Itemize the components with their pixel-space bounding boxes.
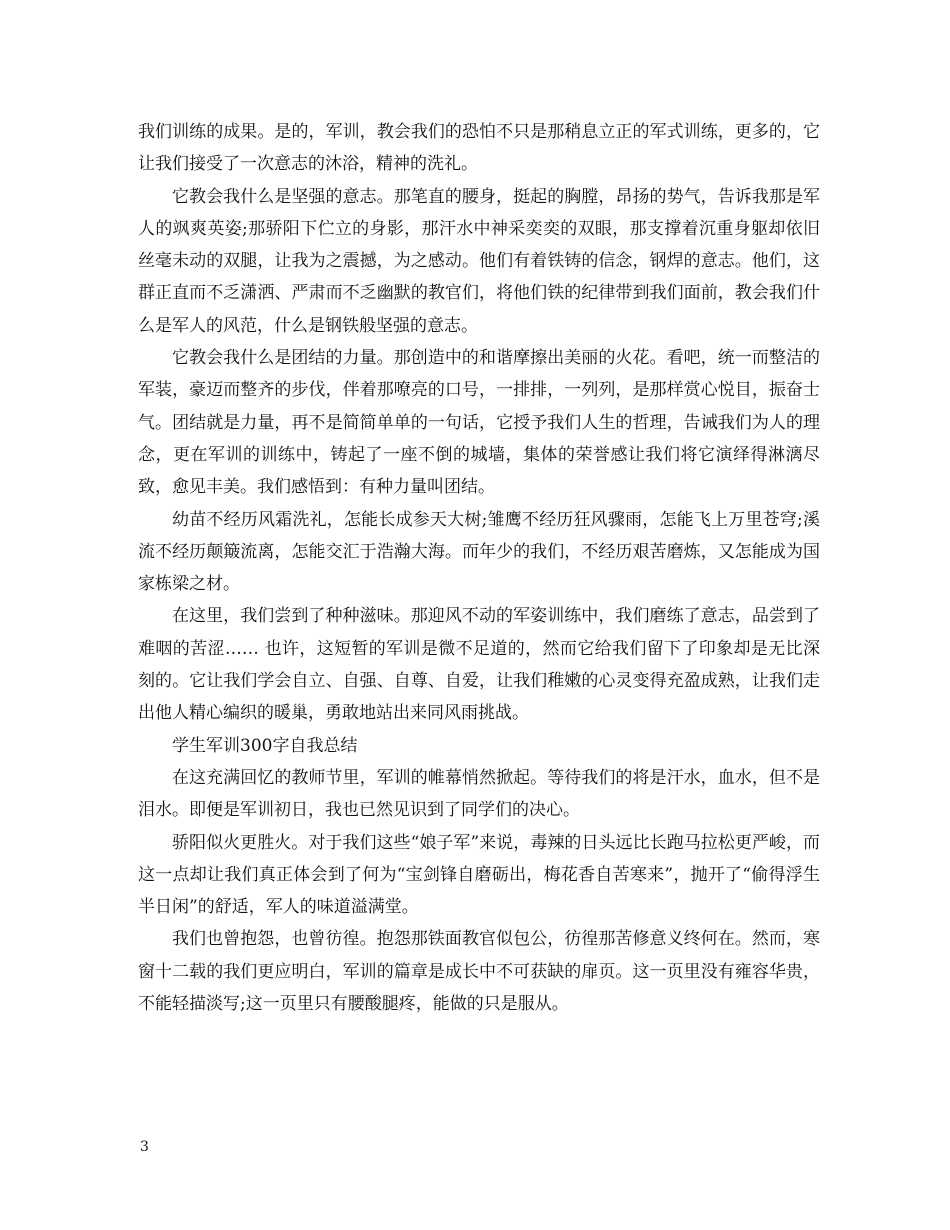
paragraph-strong-will: 它教会我什么是坚强的意志。那笔直的腰身，挺起的胸膛，昂扬的势气，告诉我那是军人的飒爽英姿;那骄阳下伫立的身影，那汗水中神采奕奕的双眼，那支撑着沉重身躯却依旧丝毫未动的双腿，让我为之震撼，为之感动。他们有着铁铸的信念，钢焊的意志。他们，这群正直而不乏潇洒、严肃而不乏幽默的教官们，将他们铁的纪律带到我们面前，教会我们什么是军人的风范，什么是钢铁般坚强的意志。 — [138, 186, 820, 336]
paragraph-unity: 它教会我什么是团结的力量。那创造中的和谐摩擦出美丽的火花。看吧，统一而整洁的军装，豪迈而整齐的步伐，伴着那嘹亮的口号，一排排，一列列，是那样赏心悦目，振奋士气。团结就是力量，再不是简简单单的一句话，它授予我们人生的哲理，告诫我们为人的理念，更在军训的训练中，铸起了一座不倒的城墙，集体的荣誉感让我们将它演绎得淋漓尽致，愈见丰美。我们感悟到：有种力量叫团结。 — [138, 348, 820, 498]
paragraph-scorching-sun: 骄阳似火更胜火。对于我们这些“娘子军”来说，毒辣的日头远比长跑马拉松更严峻，而这一点却让我们真正体会到了何为“宝剑锋自磨砺出，梅花香自苦寒来”，抛开了“偷得浮生半日闲”的舒适，军人的味道溢满堂。 — [138, 832, 820, 918]
paragraph-seedling: 幼苗不经历风霜洗礼，怎能长成参天大树;雏鹰不经历狂风骤雨，怎能飞上万里苍穹;溪流不经历颠簸流离，怎能交汇于浩瀚大海。而年少的我们，不经历艰苦磨炼，又怎能成为国家栋梁之材。 — [138, 509, 820, 595]
document-body — [138, 116, 820, 1020]
section-heading: 学生军训300字自我总结 — [172, 735, 358, 756]
paragraph-teachers-day: 在这充满回忆的教师节里，军训的帷幕悄然掀起。等待我们的将是汗水，血水，但不是泪水。即便是军训初日，我也已然见识到了同学们的决心。 — [138, 767, 820, 821]
paragraph-complaint: 我们也曾抱怨，也曾彷徨。抱怨那铁面教官似包公，彷徨那苦修意义终何在。然而，寒窗十二载的我们更应明白，军训的篇章是成长中不可获缺的扉页。这一页里没有雍容华贵，不能轻描淡写;这一页里只有腰酸腿疼，能做的只是服从。 — [138, 929, 820, 1015]
page-number: 3 — [140, 1139, 149, 1155]
paragraph-continuation: 我们训练的成果。是的，军训，教会我们的恐怕不只是那稍息立正的军式训练，更多的，它让我们接受了一次意志的沐浴，精神的洗礼。 — [138, 122, 820, 175]
paragraph-tastes: 在这里，我们尝到了种种滋味。那迎风不动的军姿训练中，我们磨练了意志，品尝到了难咽的苦涩…… 也许，这短暂的军训是微不足道的，然而它给我们留下了印象却是无比深刻的。它让我们学会自立、自强、自尊、自爱，让我们稚嫩的心灵变得充盈成熟，让我们走出他人精心编织的暖巢，勇敢地站出来同风雨挑战。 — [138, 606, 820, 724]
